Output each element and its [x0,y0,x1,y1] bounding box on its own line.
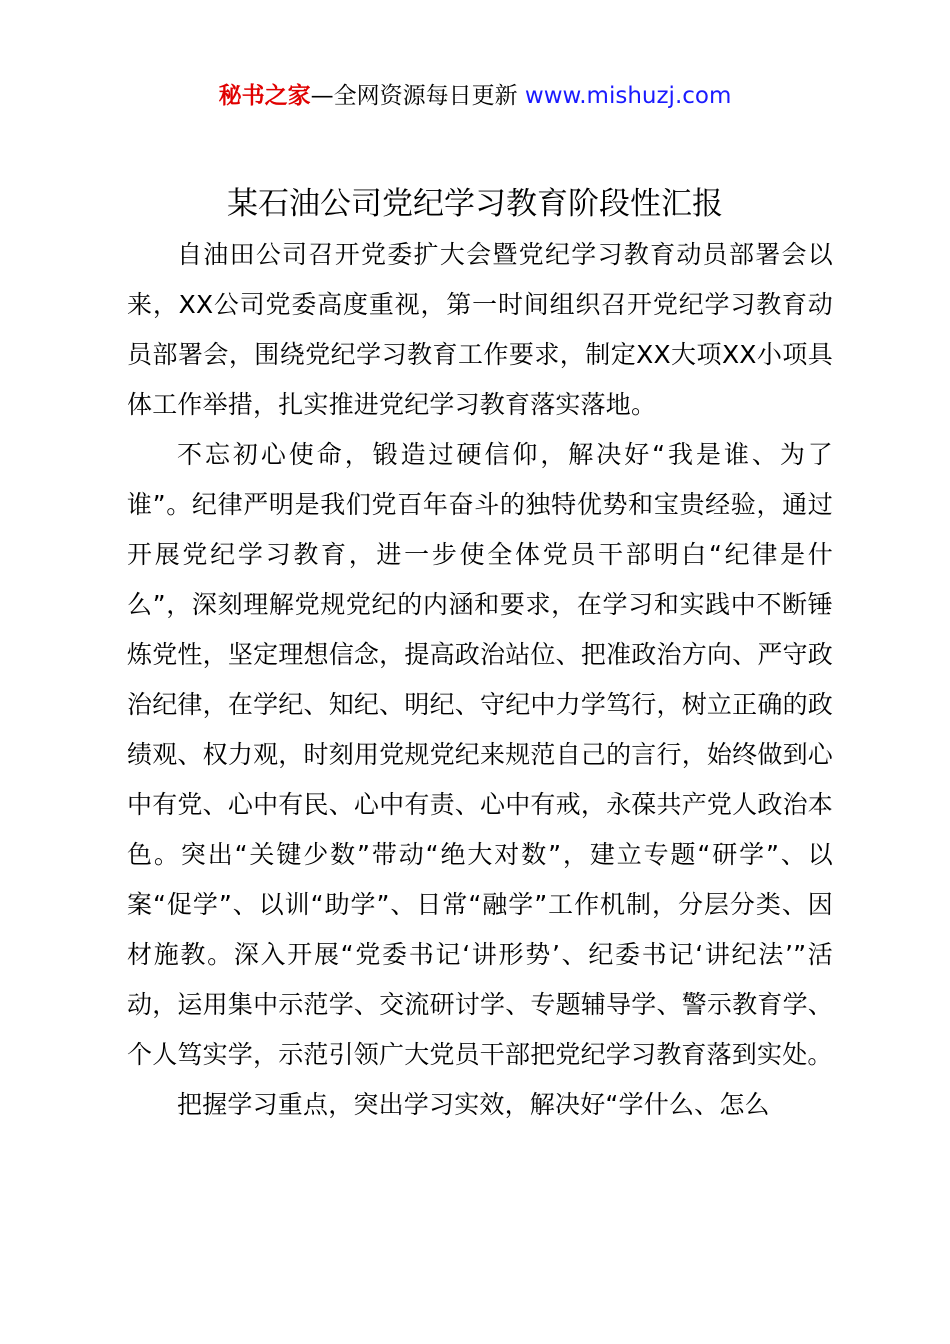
site-header [0,80,950,112]
document-title: 某石油公司党纪学习教育阶段性汇报 [227,186,723,222]
brand-name: 秘书之家 [218,83,311,109]
document-body [127,230,833,1130]
site-url-link[interactable]: www.mishuzj.com [524,83,732,109]
paragraph-mission: 不忘初心使命，锻造过硬信仰，解决好“我是谁、为了谁”。纪律严明是我们党百年奋斗的独特优势和宝贵经验，通过开展党纪学习教育，进一步使全体党员干部明白“纪律是什么”，深刻理解党规党纪的内涵和要求，在学习和实践中不断锤炼党性，坚定理想信念，提高政治站位、把准政治方向、严守政治纪律，在学纪、知纪、明纪、守纪中力学笃行，树立正确的政绩观、权力观，时刻用党规党纪来规范自己的言行，始终做到心中有党、心中有民、心中有责、心中有戒，永葆共产党人政治本色。突出“关键少数”带动“绝大对数”，建立专题“研学”、以案“促学”、以训“助学”、日常“融学”工作机制，分层分类、因材施教。深入开展“党委书记‘讲形势’、纪委书记‘讲纪法’”活动，运用集中示范学、交流研讨学、专题辅导学、警示教育学、个人笃实学，示范引领广大党员干部把党纪学习教育落到实处。 [127,440,833,1069]
paragraph-intro: 自油田公司召开党委扩大会暨党纪学习教育动员部署会以来，XX公司党委高度重视，第一时间组织召开党纪学习教育动员部署会，围绕党纪学习教育工作要求，制定XX大项XX小项具体工作举措，扎实推进党纪学习教育落实落地。 [127,240,833,419]
header-tagline: —全网资源每日更新 [310,83,525,109]
paragraph-focus: 把握学习重点，突出学习实效，解决好“学什么、怎么 [177,1090,770,1119]
